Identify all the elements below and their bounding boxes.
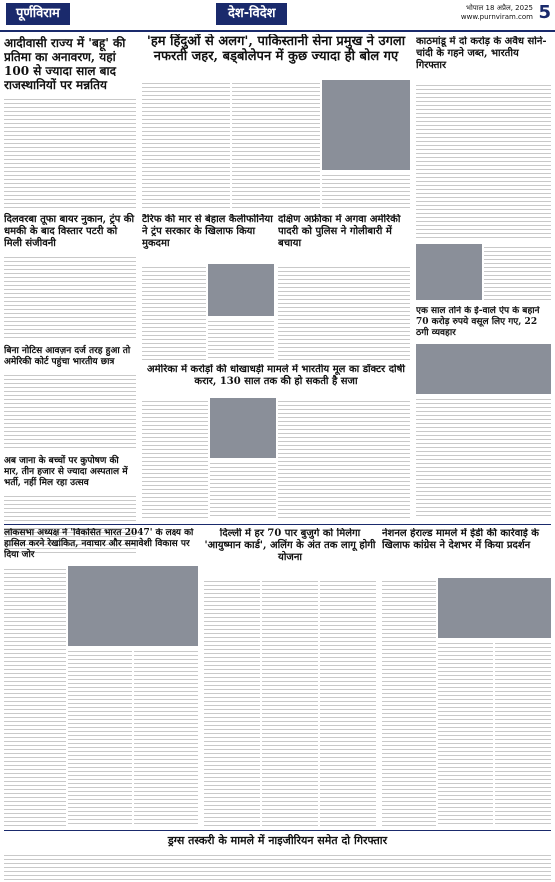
left-column <box>4 36 136 566</box>
bottom-article-3-col1 <box>382 578 436 826</box>
bottom-article-1-col2 <box>68 648 132 826</box>
center-article-1-col1 <box>142 80 230 210</box>
center-headline-2: टैरिफ की मार से बेहाल कैलीफोर्निया ने ट्रंप सरकार के खिलाफ किया मुकदमा <box>142 214 273 249</box>
right-headline-1-box <box>416 36 551 80</box>
bottom-article-3-col2 <box>438 640 493 826</box>
jewellery-photo <box>416 244 482 300</box>
center-article-4-col3 <box>278 398 410 518</box>
bottom-headline-2-box <box>204 528 376 576</box>
bottom-headline-4-box <box>4 834 551 850</box>
center-headline-3: दक्षिण अफ्रीका में अगवा अमेरिकी पादरी को पुलिस ने गोलीबारी में बचाया <box>278 214 401 249</box>
page-number: 5 <box>538 2 551 23</box>
masthead-date <box>461 4 533 22</box>
center-article-1-col3 <box>322 172 410 210</box>
section-name-center: देश-विदेश <box>216 3 287 25</box>
center-headline-2-box <box>142 214 274 262</box>
protest-photo <box>438 578 551 638</box>
right-article-2-body <box>416 396 551 518</box>
bottom-article-2-col3 <box>320 578 376 826</box>
arrest-photo <box>416 344 551 394</box>
center-article-2-col1 <box>142 264 206 360</box>
right-article-1-cont <box>484 244 551 300</box>
bottom-article-3-col3 <box>495 640 551 826</box>
center-headline-4-box <box>142 364 410 396</box>
right-headline-2: एक साल तोने के ई-वाले ऐप के बहाने 70 करोड़ रुपये वसूल लिए गए, 22 ठगी व्यवहार <box>416 306 540 338</box>
trump-photo <box>208 264 274 316</box>
section-name-left: पूर्णविराम <box>6 3 70 25</box>
bottom-article-1-col1 <box>4 566 66 826</box>
bottom-article-4-body <box>4 852 551 880</box>
center-headline-4: अमेरिका में करोड़ों की धोखाधड़ी मामले में भारतीय मूल का डॉक्टर दोषी करार, 130 साल तक की हो सकती है सजा <box>147 364 405 387</box>
masthead <box>0 0 555 32</box>
bottom-headline-2: दिल्ली में हर 70 पार बुजुर्ग को मिलेगा 'आयुष्मान कार्ड', अलिंग के अंत तक लागू होगी योजना <box>204 528 376 563</box>
section-divider <box>4 524 551 525</box>
center-headline-3-box <box>278 214 410 262</box>
center-article-2-col2 <box>208 318 274 360</box>
bottom-article-2-col1 <box>204 578 260 826</box>
center-article-4-col1 <box>142 398 208 518</box>
right-article-1-body <box>416 82 551 240</box>
left-headline-2: दिलवरबा तूफा बायर नुकान, ट्रंप की धमकी के बाद विस्तार पटरी को मिली संजीवनी <box>4 214 135 249</box>
bottom-headline-1-box <box>4 528 198 564</box>
center-article-4-col2 <box>210 460 276 518</box>
bottom-headline-4: ड्रग्स तस्करी के मामले में नाइजीरियन समेत दो गिरफ्तार <box>167 834 388 847</box>
right-headline-1: काठमांडू में दो करोड़ के अवैध सोने- चांदी के गहने जब्त, भारतीय गिरफ्तार <box>416 36 547 71</box>
center-article-3-body <box>278 264 410 360</box>
center-article-1-col2 <box>232 80 320 210</box>
army-chief-photo <box>322 80 410 170</box>
left-headline-3: बिना नोटिस आवज़न दर्ज तरह हुआ तो अमेरिकी कोर्ट पहुंचा भारतीय छात्र <box>4 346 131 367</box>
bottom-article-1-col3 <box>134 648 198 826</box>
issue-date: भोपाल 18 अप्रैल, 2025 <box>466 4 533 12</box>
lok-sabha-speaker-photo <box>68 566 198 646</box>
left-article-2-body <box>4 254 136 340</box>
left-article-1-body <box>4 96 136 208</box>
bottom-headline-3: नेशनल हेराल्ड मामले में ईडी की कार्रवाई के खिलाफ कांग्रेस ने देशभर में किया प्रदर्शन <box>382 528 539 551</box>
left-article-3-body <box>4 372 136 450</box>
left-headline-1: आदीवासी राज्य में 'बहू' की प्रतिमा का अनावरण, यहां 100 से ज्यादा साल बाद राजस्थानियों पर मन्नतिय <box>4 36 126 92</box>
bottom-headline-3-box <box>382 528 551 576</box>
website: www.purnviram.com <box>460 13 533 21</box>
bottom-divider <box>4 830 551 831</box>
doctor-photo <box>210 398 276 458</box>
center-headline-1: 'हम हिंदुओं से अलग', पाकिस्तानी सेना प्रमुख ने उगला नफरती जहर, बड्बोलेपन में कुछ ज्यादा ही बोल गए <box>146 34 406 64</box>
bottom-headline-1: लोकसभा अध्यक्ष ने 'विकसित भारत 2047' के लक्ष्य को हासिल करने रेखांकित, नवाचार और समावेशी विकास पर दिया जोर <box>4 528 194 560</box>
center-headline-1-box <box>142 34 410 78</box>
right-headline-2-box <box>416 306 551 342</box>
left-headline-4: अब जाना के बच्चों पर कुपोषण की मार, तीन हजार से ज्यादा अस्पताल में भर्ती, नहीं मिल रहा उत्सव <box>4 456 128 488</box>
bottom-article-2-col2 <box>262 578 318 826</box>
